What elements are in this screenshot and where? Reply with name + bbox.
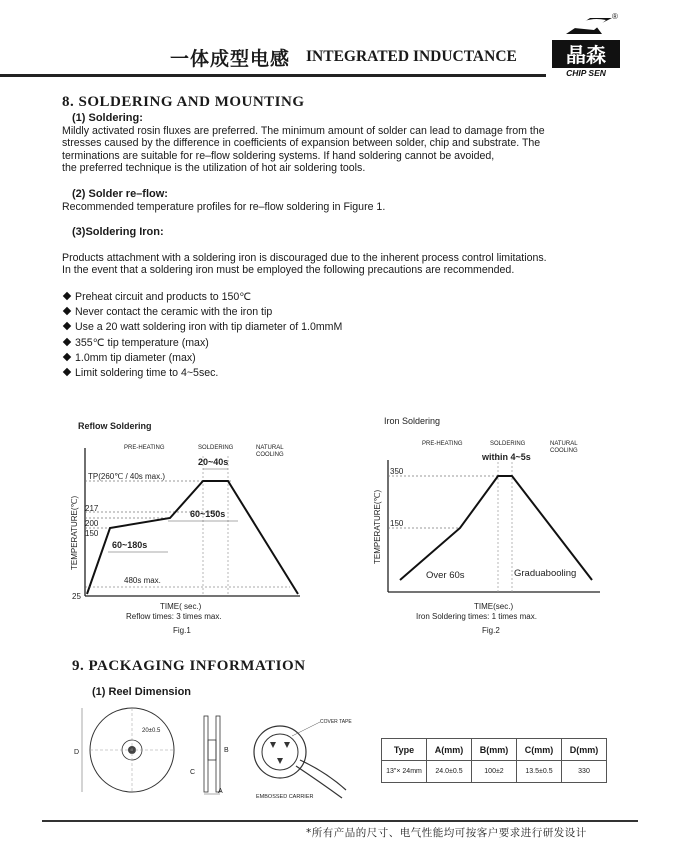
diamond-bullet-icon [63,337,71,345]
dim-d-label: D [74,749,80,756]
soldering-line-4: the preferred technique is the utilization of hot air soldering tools. [62,162,366,175]
footer-note: *所有产品的尺寸、电气性能均可按客户要求进行研发设计 [306,827,587,839]
fig1-y-25: 25 [72,592,81,601]
table-cell-a: 24.0±0.5 [427,761,472,783]
list-item: Limit soldering time to 4~5sec. [62,366,342,381]
soldering-line-2: stresses caused by the difference in coefficients of expansion between solder, chip and substrate. The [62,137,541,150]
iron-label: (3)Soldering Iron: [72,226,164,238]
fig1-t-60-180: 60~180s [112,540,148,550]
reflow-label: (2) Solder re–flow: [72,188,168,200]
embossed-carrier-label: EMBOSSED CARRIER [256,794,314,800]
reel-side-flange-left [204,716,208,792]
fig1-y-217: 217 [85,504,99,513]
fig1-y-200: 200 [85,519,99,528]
table-header-b: B(mm) [472,739,517,761]
iron-paragraph [62,252,547,277]
cover-tape-leader [292,722,320,736]
reel-tape-inner [262,734,298,770]
footer-rule [42,820,638,822]
reel-side-flange-right [216,716,220,792]
fig2-phase-cooling: COOLING [550,448,578,454]
table-header-d: D(mm) [562,739,607,761]
iron-line-1: Products attachment with a soldering iron is discouraged due to the inherent process control limitations. [62,252,547,264]
table-header-type: Type [382,739,427,761]
table-cell-d: 330 [562,761,607,783]
iron-profile-figure [360,408,630,640]
table-row [382,761,607,783]
diamond-bullet-icon [63,353,71,361]
registered-mark: ® [612,12,618,21]
cover-tape-strip [300,760,346,790]
fig1-t-480: 480s max. [124,576,161,585]
iron-line-2: In the event that a soldering iron must be employed the following precautions are recommended. [62,264,515,277]
diamond-bullet-icon [63,368,71,376]
table-header-a: A(mm) [427,739,472,761]
hole-dim-label: 20±0.5 [142,728,161,734]
fig2-ylabel: TEMPERATURE(℃) [373,489,382,564]
list-item: Use a 20 watt soldering iron with tip diameter of 1.0mmM [62,320,342,335]
fig2-phase-natural: NATURAL [550,441,578,447]
dim-a-label: A [218,788,223,795]
table-header-row [382,739,607,761]
fig2-phase-soldering: SOLDERING [490,441,526,447]
header-title-en: INTEGRATED INDUCTANCE [306,48,517,65]
logo-en-text: CHIP SEN [566,68,606,78]
fig1-phase-soldering: SOLDERING [198,445,234,451]
reflow-text: Recommended temperature profiles for re–flow soldering in Figure 1. [62,201,386,213]
fig2-xlabel: TIME(sec.) [474,602,514,611]
reel-dimension-label: (1) Reel Dimension [92,686,192,698]
fig1-t-60-150: 60~150s [190,509,226,519]
fig1-phase-preheating: PRE-HEATING [124,445,165,451]
section9-heading: 9. PACKAGING INFORMATION [72,658,306,674]
fig1-t-20-40: 20~40s [198,457,229,467]
reflow-profile-figure [60,408,340,640]
dim-c-label: C [190,769,196,776]
reel-notch-1 [270,742,276,748]
fig1-profile-curve [87,481,298,594]
dim-b-label: B [224,747,229,754]
fig1-xlabel: TIME( sec.) [160,602,202,611]
section8-heading: 8. SOLDERING AND MOUNTING [62,94,305,110]
reel-side-hub [208,740,216,760]
fig2-title: Iron Soldering [384,416,441,426]
fig1-tp-label: TP(260℃ / 40s max.) [88,472,166,481]
fig1-phase-natural: NATURAL [256,445,284,451]
header-title-cn: 一体成型电感 [170,48,291,70]
soldering-label: (1) Soldering: [72,112,143,124]
soldering-line-3: terminations are suitable for re–flow soldering systems. If hand soldering cannot be avoided, [62,149,495,162]
precautions-list [62,290,342,381]
list-item: 355℃ tip temperature (max) [62,336,342,351]
company-logo [552,14,622,78]
diamond-bullet-icon [63,292,71,300]
fig1-phase-cooling: COOLING [256,452,284,458]
diamond-bullet-icon [63,322,71,330]
fig1-caption-number: Fig.1 [173,626,191,635]
fig1-caption-times: Reflow times: 3 times max. [126,612,222,621]
fig1-y-150: 150 [85,529,99,538]
fig2-within: within 4~5s [482,452,531,462]
fig2-gradual: Graduabooling [514,568,577,579]
fig2-caption-times: Iron Soldering times: 1 times max. [416,612,537,621]
table-cell-c: 13.5±0.5 [517,761,562,783]
logo-cn-text: 晶森 [566,43,606,67]
header-rule [0,74,546,77]
table-cell-b: 100±2 [472,761,517,783]
list-item: 1.0mm tip diameter (max) [62,351,342,366]
cover-tape-label: COVER TAPE [320,719,352,725]
soldering-paragraph [62,125,545,175]
reel-notch-3 [277,758,283,764]
reel-notch-2 [284,742,290,748]
fig1-title: Reflow Soldering [78,421,152,431]
soldering-line-1: Mildly activated rosin fluxes are preferred. The minimum amount of solder can lead to damage from the [62,125,545,137]
fig2-phase-preheating: PRE-HEATING [422,441,463,447]
reel-drawing [70,706,370,806]
diamond-bullet-icon [63,307,71,315]
reel-dimension-table [381,738,607,783]
fig2-over60: Over 60s [426,570,465,581]
list-item: Preheat circuit and products to 150℃ [62,290,342,305]
fig2-y-350: 350 [390,467,404,476]
table-cell-type: 13"× 24mm [382,761,427,783]
fig2-caption-number: Fig.2 [482,626,500,635]
fig2-y-150: 150 [390,519,404,528]
fig1-ylabel: TEMPERATURE(℃) [70,495,79,570]
list-item: Never contact the ceramic with the iron tip [62,305,342,320]
table-header-c: C(mm) [517,739,562,761]
